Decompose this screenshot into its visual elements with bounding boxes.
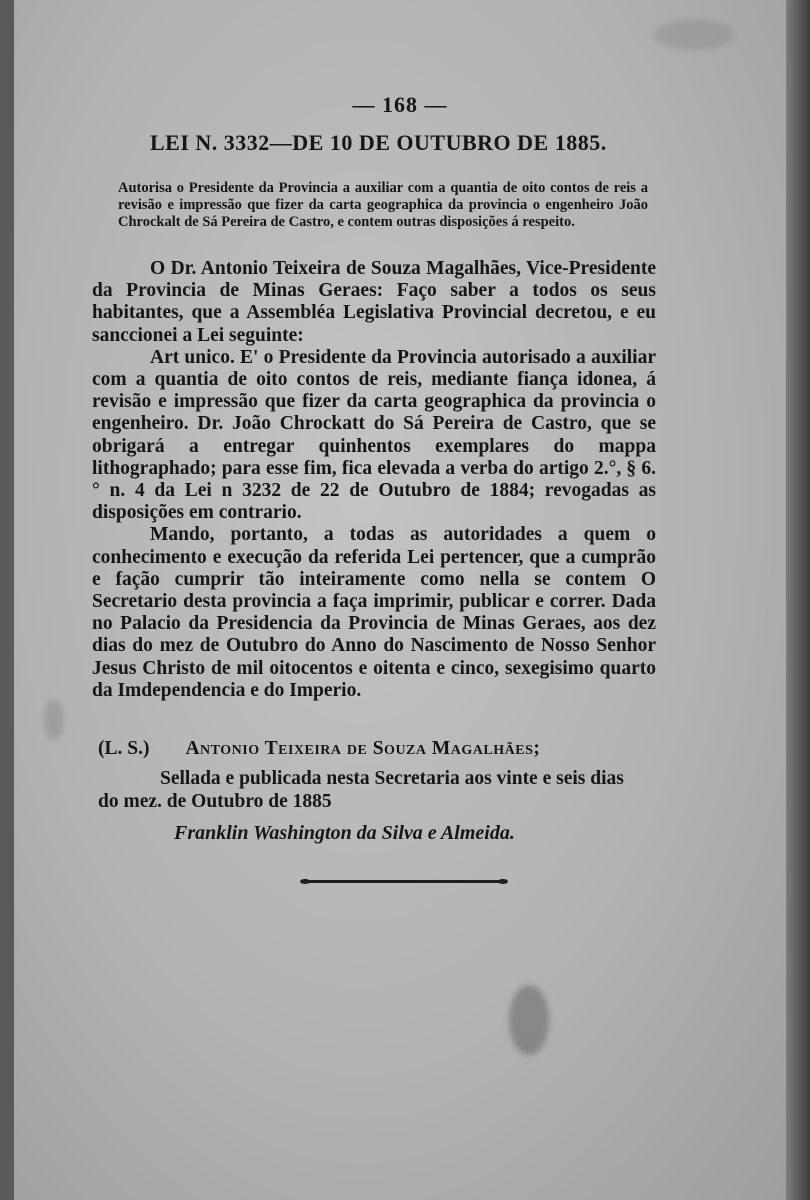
law-title: LEI N. 3332—DE 10 DE OUTUBRO DE 1885.	[150, 130, 607, 155]
signature-line	[98, 738, 658, 760]
paper-stain	[509, 985, 549, 1055]
law-summary: Autorisa o Presidente da Provincia a auxiliar com a quantia de oito contos de reis a revisão e impressão que fizer da carta geographica da provincia o engenheiro João Chrockalt de Sá Pereira de Castro, e contem outras disposições á respeito.	[118, 180, 648, 230]
paper-stain	[654, 20, 734, 50]
publication-note	[98, 768, 658, 813]
divider-rule-tip	[300, 879, 310, 884]
article-paragraph: Art unico. E' o Presidente da Provincia autorisado a auxiliar com a quantia de oito contos de reis, mediante fiança idonea, á revisão e impressão que fizer da carta geographica da provincia o engenheiro. Dr. João Chrockatt do Sá Pereira de Castro, que se obrigará a entregar quinhentos exemplares do mappa lithographado; para esse fim, fica elevada a verba do artigo 2.°, § 6.° n. 4 da Lei n 3232 de 22 de Outubro de 1884; revogadas as disposições em contrario.	[92, 346, 656, 524]
secretary-signature: Franklin Washington da Silva e Almeida.	[174, 822, 515, 844]
publication-line: Sellada e publicada nesta Secretaria aos vinte e seis dias	[160, 768, 624, 789]
paper-stain	[44, 700, 64, 740]
page-number: — 168 —	[352, 92, 448, 117]
mandate-paragraph: Mando, portanto, a todas as autoridades a quem o conhecimento e execução da referida Lei pertencer, que a cumprão e fação cumprir tão inteiramente como nella se contem O Secretario desta provincia a faça imprimir, publicar e correr. Dada no Palacio da Presidencia da Provincia de Minas Geraes, aos dez dias do mez de Outubro do Anno do Nascimento de Nosso Senhor Jesus Christo de mil oitocentos e oitenta e cinco, sexegisimo quarto da Imdependencia e do Imperio.	[92, 524, 656, 701]
divider-rule	[304, 880, 504, 883]
page-edge-shadow	[786, 0, 810, 1200]
signatory-name: Antonio Teixeira de Souza Magalhães;	[185, 738, 541, 759]
publication-line: do mez. de Outubro de 1885	[98, 790, 332, 812]
document-page	[14, 0, 786, 1200]
seal-label: (L. S.)	[98, 738, 150, 759]
preamble-paragraph: O Dr. Antonio Teixeira de Souza Magalhães, Vice-Presidente da Provincia de Minas Geraes: Faço saber a todos os seus habitantes, que a Assembléa Legislativa Provincial decretou, e eu sanccionei a Lei seguinte:	[92, 258, 656, 346]
law-body	[92, 258, 656, 702]
divider-rule-tip	[498, 879, 508, 884]
